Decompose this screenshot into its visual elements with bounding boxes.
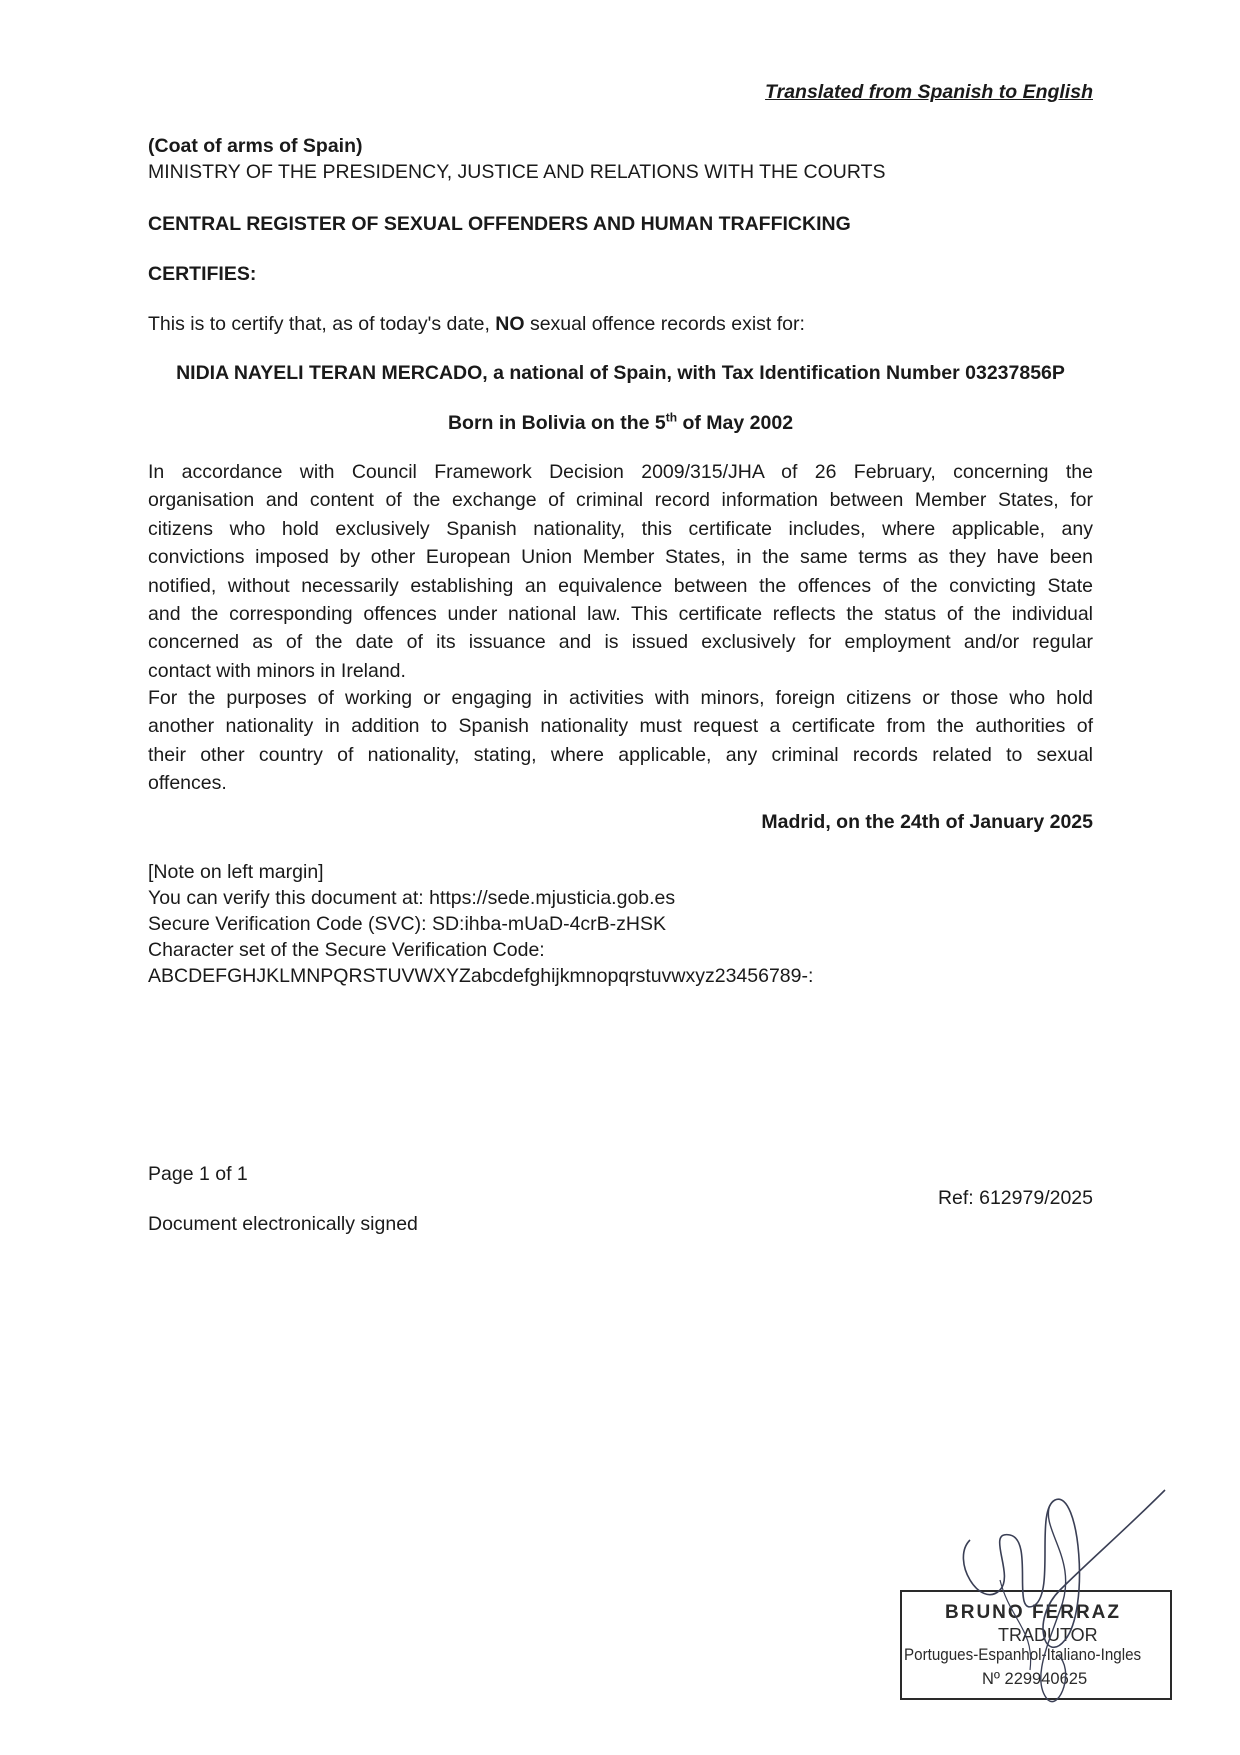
paragraph-line: their other country of nationality, stating, where applicable, any criminal records related to sexual [148, 743, 1093, 766]
paragraph-line: another nationality in addition to Spanish nationality must request a certificate from the authorities of [148, 715, 1093, 738]
svc-line: Secure Verification Code (SVC): SD:ihba-mUaD-4crB-zHSK [148, 913, 667, 935]
reference-number: Ref: 612979/2025 [937, 1187, 1093, 1209]
stamp-role: TRADUTOR [998, 1625, 1098, 1645]
charset-label: Character set of the Secure Verification Code: [148, 939, 545, 961]
translator-signature [940, 1470, 1180, 1720]
statement-emphasis: NO [495, 313, 525, 335]
paragraph-line: concerned as of the date of its issuance and is issued exclusively for employment and/or regular [148, 631, 1093, 654]
paragraph-line: contact with minors in Ireland. [148, 659, 406, 682]
signed-note: Document electronically signed [148, 1213, 418, 1235]
statement-pre: This is to certify that, as of today's date, [148, 313, 496, 335]
legal-paragraph-1 [148, 458, 1093, 685]
paragraph-line: offences. [148, 772, 227, 795]
stamp-languages: Portugues-Espanhol-Italiano-Ingles [904, 1646, 1142, 1664]
paragraph-line: For the purposes of working or engaging in activities with minors, foreign citizens or those who hold [148, 687, 1093, 709]
statement-post: sexual offence records exist for: [524, 313, 805, 335]
stamp-name: BRUNO FERRAZ [945, 1602, 1121, 1623]
translation-note: Translated from Spanish to English [765, 81, 1093, 103]
birth-pre: Born in Bolivia on the 5 [447, 412, 666, 434]
stamp-number: Nº 229940625 [982, 1670, 1088, 1688]
subject-birth [148, 409, 1093, 437]
coat-of-arms-note: (Coat of arms of Spain) [148, 135, 363, 157]
margin-note: [Note on left margin] [148, 861, 324, 883]
place-and-date: Madrid, on the 24th of January 2025 [761, 811, 1093, 833]
legal-paragraph-2 [148, 684, 1093, 798]
register-name: CENTRAL REGISTER OF SEXUAL OFFENDERS AND HUMAN TRAFFICKING [148, 213, 851, 235]
certifies-heading: CERTIFIES: [148, 263, 257, 285]
charset-value: ABCDEFGHJKLMNPQRSTUVWXYZabcdefghijkmnopqrstuvwxyz23456789-: [148, 965, 814, 987]
ministry-name: MINISTRY OF THE PRESIDENCY, JUSTICE AND RELATIONS WITH THE COURTS [148, 161, 886, 183]
verify-url-line: You can verify this document at: https://sede.mjusticia.gob.es [148, 887, 676, 909]
birth-sup: th [665, 410, 678, 425]
subject-identity: NIDIA NAYELI TERAN MERCADO, a national of Spain, with Tax Identification Number 03237856P [176, 362, 1065, 384]
paragraph-line: organisation and content of the exchange of criminal record information between Member States, for [148, 489, 1093, 512]
paragraph-line: In accordance with Council Framework Decision 2009/315/JHA of 26 February, concerning the [148, 461, 1093, 483]
paragraph-line: and the corresponding offences under national law. This certificate reflects the status of the individual [148, 603, 1093, 626]
page-number: Page 1 of 1 [148, 1163, 248, 1185]
paragraph-line: convictions imposed by other European Union Member States, in the same terms as they have been [148, 546, 1093, 569]
certification-statement [148, 310, 805, 338]
birth-post: of May 2002 [677, 412, 794, 434]
paragraph-line: citizens who hold exclusively Spanish nationality, this certificate includes, where applicable, any [148, 517, 1093, 540]
paragraph-line: notified, without necessarily establishing an equivalence between the offences of the convicting State [148, 574, 1093, 597]
